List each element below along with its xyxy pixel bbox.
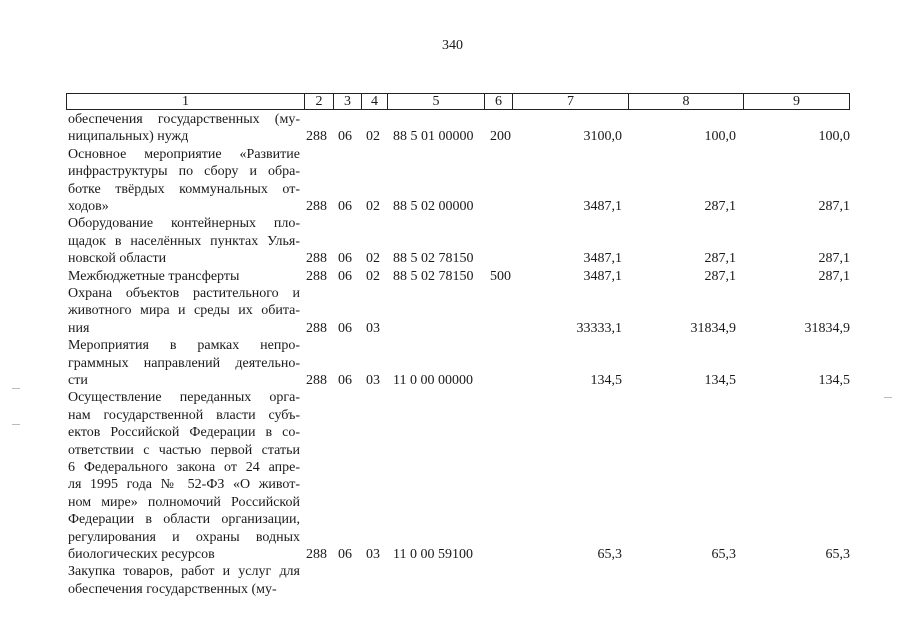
amount-col-9: 287,1 (818, 268, 850, 284)
header-col-1: 1 (182, 94, 189, 109)
code-section: 06 (338, 129, 352, 145)
row-description (68, 389, 300, 563)
header-col-6: 6 (484, 94, 512, 109)
code-admin: 288 (306, 268, 327, 284)
description-line: сти (68, 372, 88, 388)
amount-col-7: 134,5 (590, 372, 622, 388)
amount-col-7: 33333,1 (576, 320, 622, 336)
code-target-article: 88 5 02 78150 (393, 251, 474, 267)
description-line: ответствии с частью первой статьи (68, 442, 300, 458)
table-row (0, 111, 905, 146)
row-description (68, 111, 300, 146)
row-description (68, 268, 300, 285)
code-target-article: 88 5 02 00000 (393, 198, 474, 214)
code-subsection: 03 (366, 372, 380, 388)
code-subsection: 02 (366, 251, 380, 267)
row-description (68, 146, 300, 216)
table-row (0, 389, 905, 563)
amount-col-8: 287,1 (704, 198, 736, 214)
description-line: граммных направлений деятельно- (68, 355, 300, 371)
amount-col-7: 3487,1 (583, 251, 622, 267)
code-section: 06 (338, 251, 352, 267)
description-line: ниципальных) нужд (68, 129, 189, 145)
description-line: обеспечения государственных (му- (68, 581, 277, 597)
description-line: обеспечения государственных (му- (68, 112, 300, 127)
row-description (68, 215, 300, 267)
amount-col-7: 3100,0 (583, 129, 622, 145)
header-col-3: 3 (333, 94, 361, 109)
amount-col-8: 65,3 (711, 546, 736, 562)
code-subsection: 02 (366, 129, 380, 145)
scan-mark (12, 424, 20, 425)
code-section: 06 (338, 268, 352, 284)
amount-col-7: 65,3 (597, 546, 622, 562)
description-line: ходов» (68, 198, 109, 214)
amount-col-8: 287,1 (704, 268, 736, 284)
code-target-article: 11 0 00 00000 (393, 372, 473, 388)
code-expense-type: 200 (490, 129, 511, 145)
code-subsection: 02 (366, 268, 380, 284)
code-target-article: 88 5 01 00000 (393, 129, 474, 145)
header-col-4: 4 (361, 94, 387, 109)
description-line: щадок в населённых пунктах Улья- (68, 233, 300, 249)
description-line: ния (68, 320, 90, 336)
code-subsection: 02 (366, 198, 380, 214)
code-target-article: 11 0 00 59100 (393, 546, 473, 562)
description-line: ля 1995 года № 52-ФЗ «О живот- (68, 477, 300, 493)
description-line: Основное мероприятие «Развитие (68, 146, 300, 162)
amount-col-7: 3487,1 (583, 268, 622, 284)
description-line: ботке твёрдых коммунальных от- (68, 181, 300, 197)
row-description (68, 285, 300, 337)
code-expense-type: 500 (490, 268, 511, 284)
amount-col-8: 100,0 (704, 129, 736, 145)
code-admin: 288 (306, 320, 327, 336)
code-target-article: 88 5 02 78150 (393, 268, 474, 284)
description-line: Охрана объектов растительного и (68, 286, 300, 301)
description-line: Федерации в области организации, (68, 512, 300, 528)
table-row (0, 146, 905, 216)
row-description (68, 563, 300, 598)
code-section: 06 (338, 198, 352, 214)
amount-col-8: 31834,9 (690, 320, 736, 336)
description-line: Межбюджетные трансферты (68, 268, 240, 284)
amount-col-9: 287,1 (818, 198, 850, 214)
header-col-2: 2 (304, 94, 333, 109)
amount-col-9: 65,3 (825, 546, 850, 562)
amount-col-9: 31834,9 (804, 320, 850, 336)
amount-col-9: 287,1 (818, 251, 850, 267)
table-row (0, 268, 905, 285)
amount-col-7: 3487,1 (583, 198, 622, 214)
header-col-5: 5 (387, 94, 484, 109)
amount-col-9: 100,0 (818, 129, 850, 145)
table-row (0, 337, 905, 389)
scan-mark (884, 397, 892, 398)
description-line: ектов Российской Федерации в со- (68, 425, 300, 441)
table-row (0, 215, 905, 267)
description-line: нам государственной власти субъ- (68, 407, 300, 423)
description-line: новской области (68, 251, 167, 267)
code-admin: 288 (306, 198, 327, 214)
amount-col-9: 134,5 (818, 372, 850, 388)
description-line: ном мире» полномочий Российской (68, 494, 300, 510)
code-subsection: 03 (366, 546, 380, 562)
header-col-7: 7 (512, 94, 628, 109)
description-line: инфраструктуры по сбору и обра- (68, 164, 300, 180)
amount-col-8: 287,1 (704, 251, 736, 267)
table-row (0, 285, 905, 337)
code-section: 06 (338, 546, 352, 562)
code-admin: 288 (306, 251, 327, 267)
description-line: Закупка товаров, работ и услуг для (68, 564, 300, 580)
description-line: биологических ресурсов (68, 546, 215, 562)
code-admin: 288 (306, 129, 327, 145)
table-header (66, 93, 850, 110)
code-section: 06 (338, 372, 352, 388)
description-line: Мероприятия в рамках непро- (68, 338, 300, 354)
code-section: 06 (338, 320, 352, 336)
header-col-8: 8 (628, 94, 743, 109)
description-line: Оборудование контейнерных пло- (68, 216, 300, 232)
code-admin: 288 (306, 372, 327, 388)
code-subsection: 03 (366, 320, 380, 336)
description-line: Осуществление переданных орга- (68, 390, 300, 406)
description-line: регулирования и охраны водных (68, 529, 300, 545)
description-line: животного мира и среды их обита- (68, 303, 300, 319)
scan-mark (12, 388, 20, 389)
row-description (68, 337, 300, 389)
amount-col-8: 134,5 (704, 372, 736, 388)
description-line: 6 Федерального закона от 24 апре- (68, 459, 300, 475)
table-row (0, 563, 905, 598)
page-number: 340 (442, 38, 463, 53)
code-admin: 288 (306, 546, 327, 562)
header-col-9: 9 (743, 94, 849, 109)
